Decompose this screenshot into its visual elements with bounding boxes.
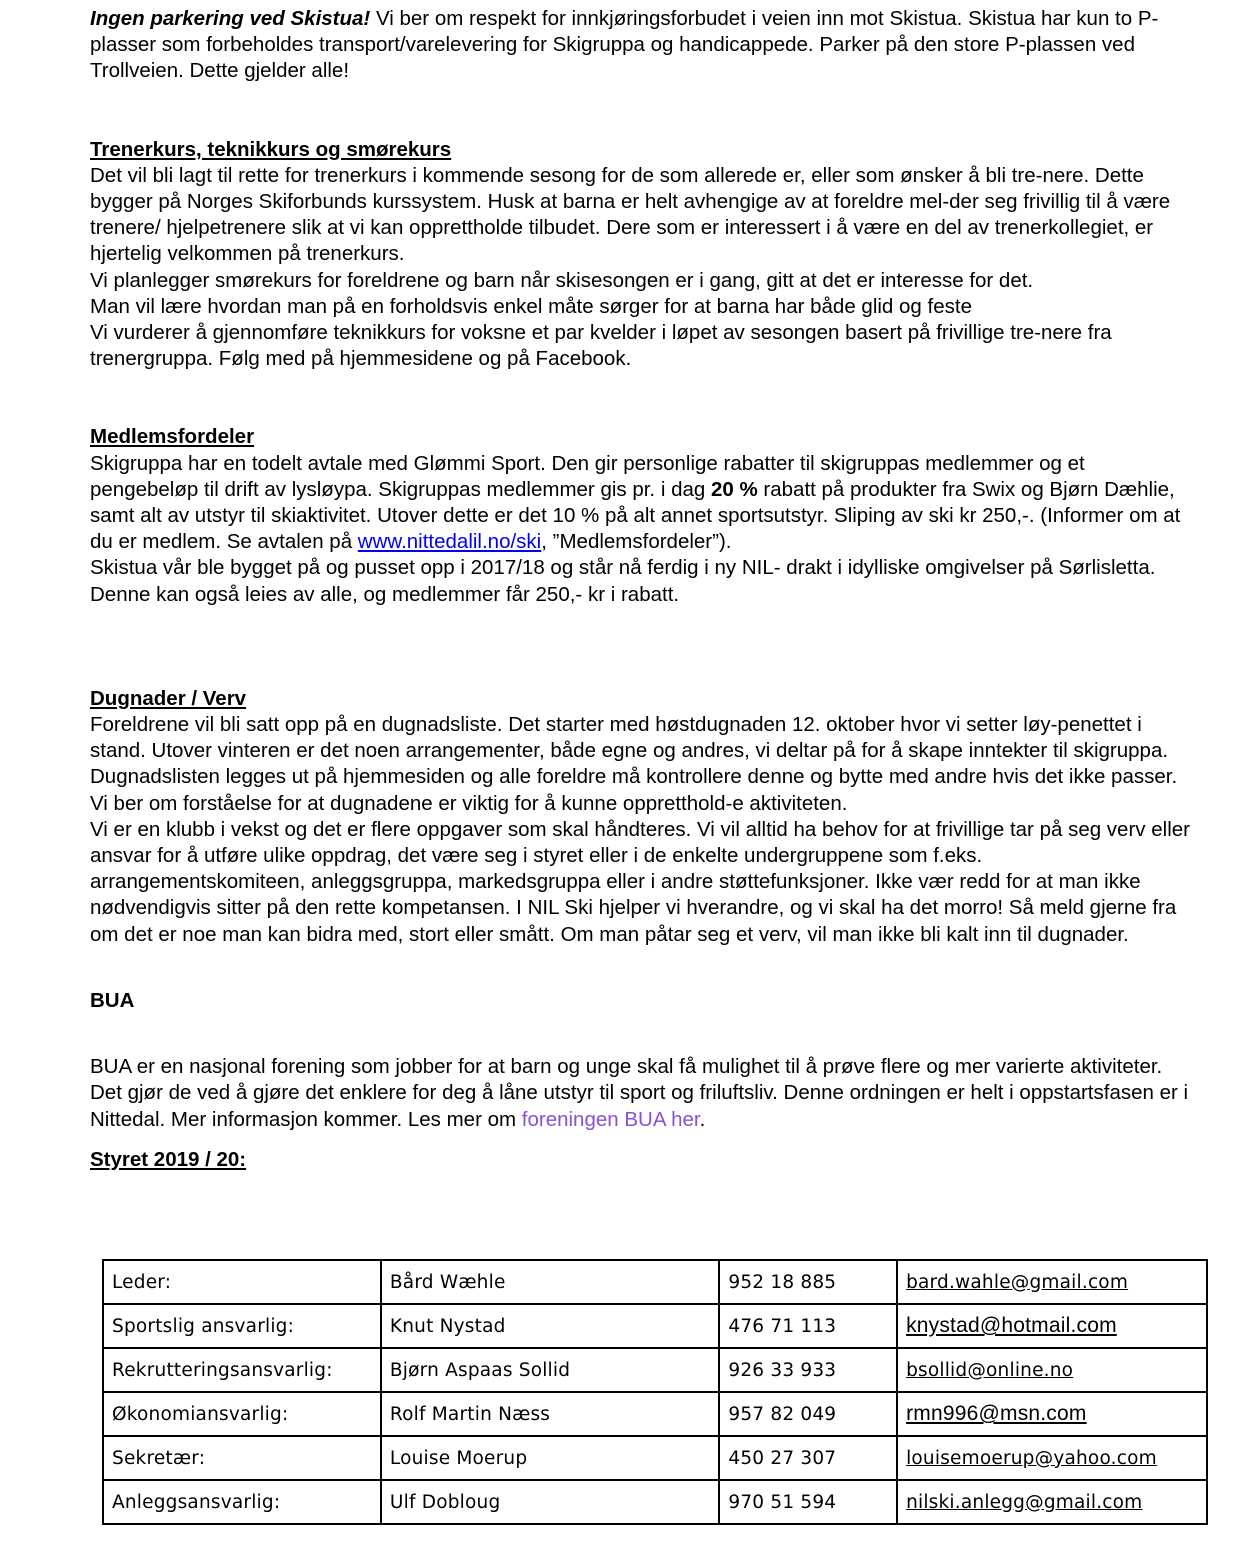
dugnader-paragraph-2: Vi er en klubb i vekst og det er flere oppgaver som skal håndteres. Vi vil alltid ha behov for at frivillige tar på seg verv eller ansvar for å utføre ulike oppdrag, det være seg i styret eller i de enkelte undergruppene som f.eks. arrangementskomiteen, anleggsgruppa, markedsgruppa eller i andre støttefunksjoner. Ikke vær redd for at man ikke nødvendigvis sitter på den rette kompetansen. I NIL Ski hjelper vi hverandre, og vi skal ha det morro! Så meld gjerne fra om det er noe man kan bidra med, stort eller smått. Om man påtar seg et verv, vil man ikke bli kalt inn til dugnader. (90, 817, 1190, 946)
bua-heading: BUA (90, 988, 135, 1012)
role-cell: Sportslig ansvarlig: (103, 1304, 381, 1348)
name-cell: Ulf Dobloug (381, 1480, 719, 1524)
email-cell (897, 1480, 1207, 1524)
trenerkurs-paragraph-4: Vi vurderer å gjennomføre teknikkurs for voksne et par kvelder i løpet av sesongen basert på frivillige tre-nere fra trenergruppa. Følg med på hjemmesidene og på Facebook. (90, 321, 1112, 371)
bua-text: BUA er en nasjonal forening som jobber for at barn og unge skal få mulighet til å prøve flere og mer varierte aktiviteter. Det gjør de ved å gjøre det enklere for deg å låne utstyr til sport og friluftsliv. Denne ordningen er helt i oppstartsfasen er i Nittedal. Mer informasjon kommer. Les mer om (90, 1055, 1189, 1131)
parking-notice-text: Vi ber om respekt for innkjøringsforbudet i veien inn mot Skistua. Skistua har kun to P-plasser som forbeholdes transport/varelevering for Skigruppa og handicappede. Parker på den store P-plassen ved Trollveien. Dette gjelder alle! (90, 7, 1159, 83)
email-link[interactable]: bsollid@online.no (906, 1359, 1074, 1381)
email-cell (897, 1348, 1207, 1392)
table-row (103, 1348, 1207, 1392)
role-cell: Økonomiansvarlig: (103, 1392, 381, 1436)
phone-cell: 952 18 885 (719, 1260, 897, 1304)
email-link[interactable]: bard.wahle@gmail.com (906, 1271, 1129, 1293)
trenerkurs-paragraph-3: Man vil lære hvordan man på en forholdsvis enkel måte sørger for at barna har både glid og feste (90, 294, 972, 318)
dugnader-heading: Dugnader / Verv (90, 686, 247, 710)
parking-notice (90, 6, 1190, 85)
phone-cell: 450 27 307 (719, 1436, 897, 1480)
table-row (103, 1480, 1207, 1524)
name-cell: Bjørn Aspaas Sollid (381, 1348, 719, 1392)
dugnader-paragraph-1: Foreldrene vil bli satt opp på en dugnadsliste. Det starter med høstdugnaden 12. oktober hvor vi setter løy-penettet i stand. Utover vinteren er det noen arrangementer, både egne og andres, vi deltar på for å skape inntekter til skigruppa. Dugnadslisten legges ut på hjemmesiden og alle foreldre må kontrollere denne og bytte med andre hvis det ikke passer. Vi ber om forståelse for at dugnadene er viktig for å kunne oppretthold-e aktiviteten. (90, 713, 1178, 815)
email-cell (897, 1304, 1207, 1348)
email-link[interactable]: nilski.anlegg@gmail.com (906, 1491, 1143, 1513)
parking-notice-emphasis: Ingen parkering ved Skistua! (90, 7, 371, 30)
role-cell: Leder: (103, 1260, 381, 1304)
discount-value: 20 % (710, 477, 758, 501)
table-row (103, 1436, 1207, 1480)
nittedalil-ski-link[interactable]: www.nittedalil.no/ski (357, 530, 542, 554)
medlemsfordeler-text-a: Skigruppa har en todelt avtale med Glømmi Sport. Den gir personlige rabatter til skigruppas medlemmer og et pengebeløp til drift av lysløypa. Skigruppas medlemmer gis pr. i dag (90, 451, 1085, 501)
phone-cell: 926 33 933 (719, 1348, 897, 1392)
trenerkurs-paragraph-2: Vi planlegger smørekurs for foreldrene og barn når skisesongen er i gang, gitt at det er interesse for det. (90, 268, 1034, 292)
medlemsfordeler-text-b: rabatt på produkter fra Swix og Bjørn Dæhlie, samt alt av utstyr til skiaktivitet. Utover dette er det 10 % på alt annet sportsutstyr. Sliping av ski kr 250,-. (Informer om at du er medlem. Se avtalen på (90, 477, 1181, 554)
trenerkurs-heading: Trenerkurs, teknikkurs og smørekurs (90, 137, 452, 161)
medlemsfordeler-text-c: , ”Medlemsfordeler”). (541, 530, 732, 554)
name-cell: Rolf Martin Næss (381, 1392, 719, 1436)
name-cell: Bård Wæhle (381, 1260, 719, 1304)
email-cell (897, 1392, 1207, 1436)
role-cell: Anleggsansvarlig: (103, 1480, 381, 1524)
email-link[interactable]: rmn996@msn.com (906, 1402, 1087, 1425)
table-row (103, 1392, 1207, 1436)
phone-cell: 476 71 113 (719, 1304, 897, 1348)
name-cell: Knut Nystad (381, 1304, 719, 1348)
medlemsfordeler-paragraph-1 (90, 451, 1190, 556)
email-cell (897, 1436, 1207, 1480)
name-cell: Louise Moerup (381, 1436, 719, 1480)
document-body (90, 6, 1190, 1173)
phone-cell: 957 82 049 (719, 1392, 897, 1436)
email-link[interactable]: louisemoerup@yahoo.com (906, 1447, 1157, 1469)
role-cell: Rekrutteringsansvarlig: (103, 1348, 381, 1392)
medlemsfordeler-heading: Medlemsfordeler (90, 425, 255, 449)
styret-heading: Styret 2019 / 20: (90, 1147, 247, 1171)
board-table (102, 1259, 1208, 1525)
email-link[interactable]: knystad@hotmail.com (906, 1314, 1117, 1337)
phone-cell: 970 51 594 (719, 1480, 897, 1524)
table-row (103, 1304, 1207, 1348)
bua-end: . (699, 1107, 706, 1131)
trenerkurs-paragraph-1: Det vil bli lagt til rette for trenerkurs i kommende sesong for de som allerede er, eller som ønsker å bli tre-nere. Dette bygger på Norges Skiforbunds kurssystem. Husk at barna er helt avhengige av at foreldre mel-der seg frivillig til å være trenere/ hjelpetrenere slik at vi kan opprettholde tilbudet. Dere som er interessert i å være en del av trenerkollegiet, er hjertelig velkommen på trenerkurs. (90, 163, 1171, 266)
bua-paragraph (90, 1054, 1190, 1133)
email-cell (897, 1260, 1207, 1304)
medlemsfordeler-paragraph-2: Skistua vår ble bygget på og pusset opp i 2017/18 og står nå ferdig i ny NIL- drakt i idylliske omgivelser på Sørlisletta. Denne kan også leies av alle, og medlemmer får 250,- kr i rabatt. (90, 556, 1156, 606)
bua-link[interactable]: foreningen BUA her (521, 1107, 700, 1131)
table-row (103, 1260, 1207, 1304)
role-cell: Sekretær: (103, 1436, 381, 1480)
